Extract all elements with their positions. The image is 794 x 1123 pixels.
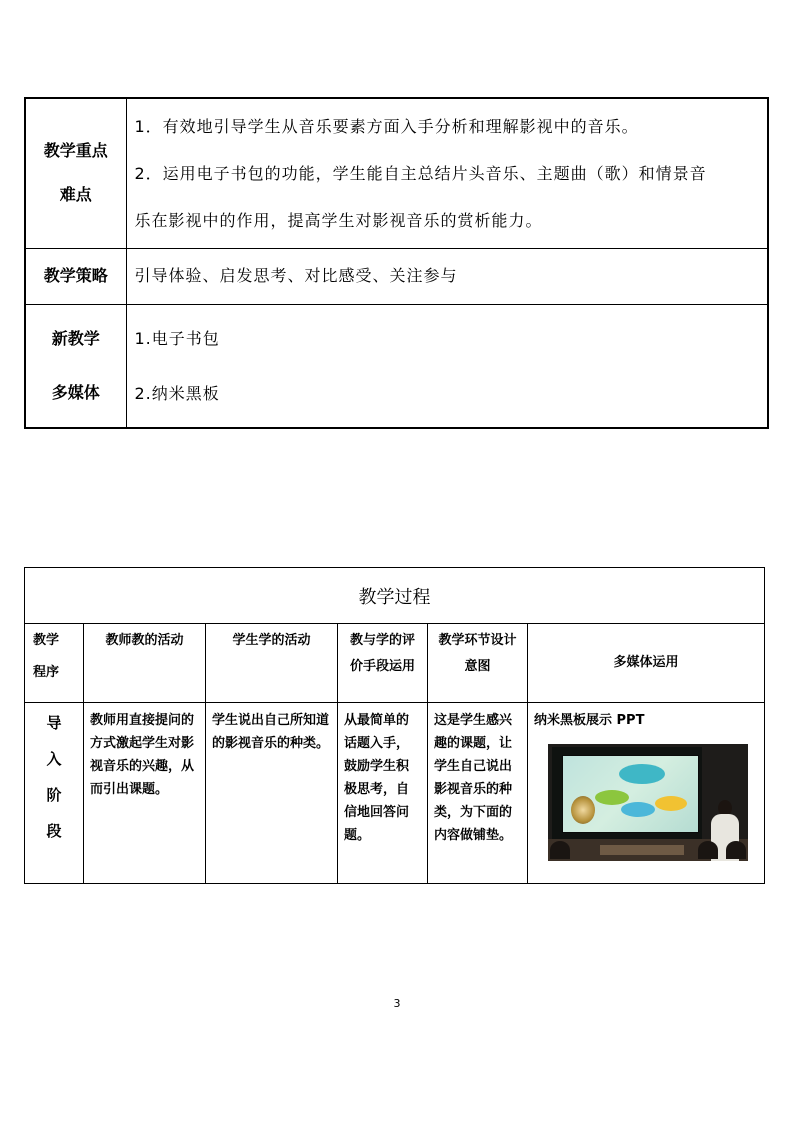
key-points-label-line2: 难点 [59, 185, 92, 205]
student-activity-cell: 学生说出自己所知道的影视音乐的种类。 [206, 703, 338, 884]
header-evaluation [338, 624, 428, 703]
header-evaluation-line2: 价手段运用 [349, 659, 415, 674]
mindmap-center-bubble [619, 764, 665, 784]
teaching-info-table [24, 97, 769, 429]
strategy-label-text: 教学策略 [43, 266, 108, 285]
header-student-activity: 学生学的活动 [206, 624, 338, 703]
teaching-process-table [24, 567, 765, 884]
key-point-2-line1: 2．运用电子书包的功能，学生能自主总结片头音乐、主题曲（歌）和情景音 [134, 163, 707, 183]
multimedia-label-line2: 多媒体 [51, 382, 100, 402]
student-figure [726, 841, 746, 859]
header-stage-line2: 程序 [33, 665, 60, 680]
teacher-desk [600, 845, 684, 855]
blackboard [552, 747, 702, 839]
key-point-1: 1．有效地引导学生从音乐要素方面入手分析和理解影视中的音乐。 [134, 116, 639, 136]
header-design-intent [428, 624, 528, 703]
header-evaluation-line1: 教与学的评 [349, 633, 415, 648]
multimedia-label-line1: 新教学 [51, 328, 100, 348]
student-figure [698, 841, 718, 859]
mindmap-left-bubble [595, 790, 629, 805]
stage-char: 阶 [46, 786, 62, 804]
evaluation-cell: 从最简单的话题入手，鼓励学生积极思考，自信地回答问题。 [338, 703, 428, 884]
teacher-activity-cell: 教师用直接提问的方式激起学生对影视音乐的兴趣，从而引出课题。 [84, 703, 206, 884]
key-point-2-line2: 乐在影视中的作用，提高学生对影视音乐的赏析能力。 [134, 210, 543, 230]
strategy-label [25, 248, 126, 304]
key-points-label-line1: 教学重点 [43, 141, 108, 161]
student-figure [550, 841, 570, 859]
media-caption: 纳米黑板展示 PPT [534, 713, 645, 728]
header-stage [25, 624, 84, 703]
stage-cell [25, 703, 84, 884]
strategy-content [126, 248, 768, 304]
multimedia-label [25, 304, 126, 428]
classroom-photo [548, 744, 748, 861]
multimedia-content [126, 304, 768, 428]
stage-char: 入 [46, 750, 62, 768]
stage-char: 段 [46, 822, 62, 840]
strategy-text: 引导体验、启发思考、对比感受、关注参与 [134, 266, 458, 285]
multimedia-item-1: 1.电子书包 [134, 328, 220, 348]
header-design-line2: 意图 [464, 659, 491, 674]
projected-slide [562, 755, 699, 833]
film-reel-image [571, 796, 595, 824]
key-points-label [25, 98, 126, 248]
page-number: 3 [393, 997, 401, 1010]
stage-char: 导 [46, 714, 62, 732]
mindmap-middle-bubble [621, 802, 655, 817]
mindmap-right-bubble [655, 796, 687, 811]
process-table-title: 教学过程 [25, 568, 765, 624]
media-cell [528, 703, 765, 884]
header-media: 多媒体运用 [528, 624, 765, 703]
header-design-line1: 教学环节设计 [438, 633, 517, 648]
header-teacher-activity: 教师教的活动 [84, 624, 206, 703]
table-row [25, 703, 765, 884]
multimedia-item-2: 2.纳米黑板 [134, 383, 220, 403]
header-stage-line1: 教学 [33, 633, 60, 648]
key-points-content [126, 98, 768, 248]
design-intent-cell: 这是学生感兴趣的课题，让学生自己说出影视音乐的种类，为下面的内容做铺垫。 [428, 703, 528, 884]
